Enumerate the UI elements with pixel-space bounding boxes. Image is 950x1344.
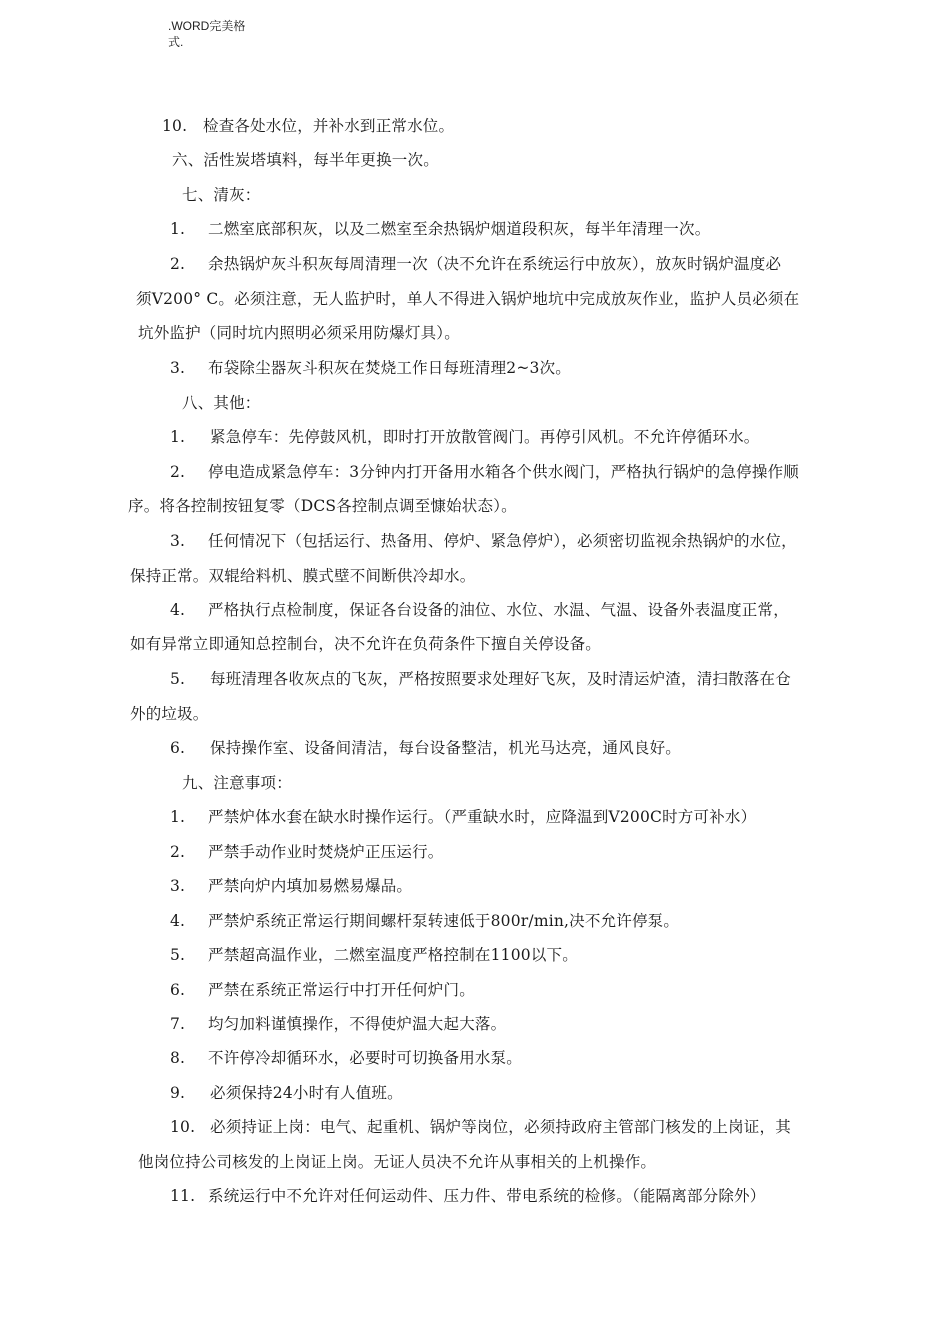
list-item: [170, 738, 681, 758]
item-text: 严禁向炉内填加易燃易爆品。: [208, 877, 413, 895]
item-number: 3.: [170, 532, 186, 550]
section-heading: [182, 185, 261, 205]
item-number: 10.: [170, 1118, 196, 1136]
list-item: [170, 1048, 522, 1068]
list-item: [170, 427, 760, 447]
list-item: [170, 980, 475, 1000]
header-line-1: .WORD完美格: [168, 19, 246, 33]
item-text: 均匀加料谨慎操作，不得使炉温大起大落。: [208, 1015, 507, 1033]
list-item: [170, 358, 571, 378]
item-number: 5.: [170, 946, 186, 964]
continuation-line: [138, 1152, 656, 1172]
item-number: 2.: [170, 843, 186, 861]
item-text: 严禁炉体水套在缺水时操作运行。（严重缺水时，应降温到V200C时方可补水）: [208, 808, 757, 826]
list-item: [170, 669, 791, 689]
item-text: 保持操作室、设备间清洁，每台设备整洁，机光马达亮，通风良好。: [210, 739, 682, 757]
list-item: [170, 1014, 506, 1034]
heading-text: 九、注意事项：: [182, 774, 292, 792]
item-text: 停电造成紧急停车：3分钟内打开备用水箱各个供水阀门，严格执行锅炉的急停操作顺: [208, 463, 799, 481]
continuation-line: [136, 289, 799, 309]
item-text: 他岗位持公司核发的上岗证上岗。无证人员决不允许从事相关的上机操作。: [138, 1153, 657, 1171]
continuation-line: [130, 704, 209, 724]
continuation-line: [138, 323, 460, 343]
list-item: [170, 945, 578, 965]
item-text: 序。将各控制按钮复零（DCS各控制点调至慷始状态）。: [128, 497, 517, 515]
item-number: 2.: [170, 463, 186, 481]
item-text: 严格执行点检制度，保证各台设备的油位、水位、水温、气温、设备外表温度正常，: [208, 601, 789, 619]
item-text: 检查各处水位，并补水到正常水位。: [203, 117, 455, 135]
item-number: 3.: [170, 877, 186, 895]
item-text: 必须保持24小时有人值班。: [210, 1084, 403, 1102]
continuation-line: [128, 496, 517, 516]
item-number: 2.: [170, 255, 186, 273]
list-item: [170, 219, 710, 239]
list-item: [170, 600, 789, 620]
item-number: 11.: [170, 1187, 196, 1205]
item-number: 10.: [162, 117, 188, 135]
item-text: 每班清理各收灰点的飞灰，严格按照要求处理好飞灰，及时清运炉渣，清扫散落在仓: [210, 670, 791, 688]
item-number: 8.: [170, 1049, 186, 1067]
item-number: 4.: [170, 912, 186, 930]
heading-text: 八、其他：: [182, 394, 261, 412]
item-number: 7.: [170, 1015, 186, 1033]
item-number: 1.: [170, 428, 186, 446]
item-number: 1.: [170, 220, 186, 238]
item-number: 3.: [170, 359, 186, 377]
item-text: 须V200° C。必须注意，无人监护时，单人不得进入锅炉地坑中完成放灰作业，监护人员必须在: [136, 290, 800, 308]
item-text: 必须持证上岗：电气、起重机、锅炉等岗位，必须持政府主管部门核发的上岗证，其: [210, 1118, 791, 1136]
item-text: 紧急停车：先停鼓风机，即时打开放散管阀门。再停引风机。不允许停循环水。: [210, 428, 760, 446]
list-item: [170, 254, 781, 274]
list-item: [162, 116, 454, 136]
list-item: [170, 531, 797, 551]
item-number: 5.: [170, 670, 186, 688]
item-number: 4.: [170, 601, 186, 619]
item-text: 余热锅炉灰斗积灰每周清理一次（决不允许在系统运行中放灰），放灰时锅炉温度必: [208, 255, 782, 273]
item-number: 6.: [170, 739, 186, 757]
item-text: 外的垃圾。: [130, 705, 209, 723]
item-text: 坑外监护（同时坑内照明必须采用防爆灯具）。: [138, 324, 460, 342]
item-text: 严禁手动作业时焚烧炉正压运行。: [208, 843, 444, 861]
item-text: 严禁炉系统正常运行期间螺杆泵转速低于800r/min,决不允许停泵。: [208, 912, 680, 930]
continuation-line: [130, 634, 601, 654]
section-heading: [182, 773, 292, 793]
item-text: 任何情况下（包括运行、热备用、停炉、紧急停炉），必须密切监视余热锅炉的水位，: [208, 532, 797, 550]
item-text: 不许停冷却循环水，必要时可切换备用水泵。: [208, 1049, 523, 1067]
list-item: [170, 1083, 403, 1103]
header-line-2: 式.: [168, 35, 184, 49]
continuation-line: [130, 566, 475, 586]
heading-text: 七、清灰：: [182, 186, 261, 204]
item-text: 布袋除尘器灰斗积灰在焚烧工作日每班清理2~3次。: [208, 359, 572, 377]
list-item: [170, 807, 756, 827]
item-text: 系统运行中不允许对任何运动件、压力件、带电系统的检修。（能隔离部分除外）: [208, 1187, 766, 1205]
list-item: [170, 462, 799, 482]
heading-text: 六、活性炭塔填料，每半年更换一次。: [172, 151, 439, 169]
item-number: 1.: [170, 808, 186, 826]
list-item: [170, 842, 444, 862]
item-text: 二燃室底部积灰，以及二燃室至余热锅炉烟道段积灰，每半年清理一次。: [208, 220, 711, 238]
list-item: [170, 876, 412, 896]
section-heading: [172, 150, 439, 170]
item-number: 6.: [170, 981, 186, 999]
section-heading: [182, 393, 261, 413]
list-item: [170, 911, 679, 931]
item-text: 如有异常立即通知总控制台，决不允许在负荷条件下擅自关停设备。: [130, 635, 602, 653]
item-text: 严禁在系统正常运行中打开任何炉门。: [208, 981, 475, 999]
item-number: 9.: [170, 1084, 186, 1102]
list-item: [170, 1186, 765, 1206]
item-text: 严禁超高温作业，二燃室温度严格控制在1100以下。: [208, 946, 578, 964]
list-item: [170, 1117, 791, 1137]
item-text: 保持正常。双辊给料机、膜式壁不间断供冷却水。: [130, 567, 476, 585]
